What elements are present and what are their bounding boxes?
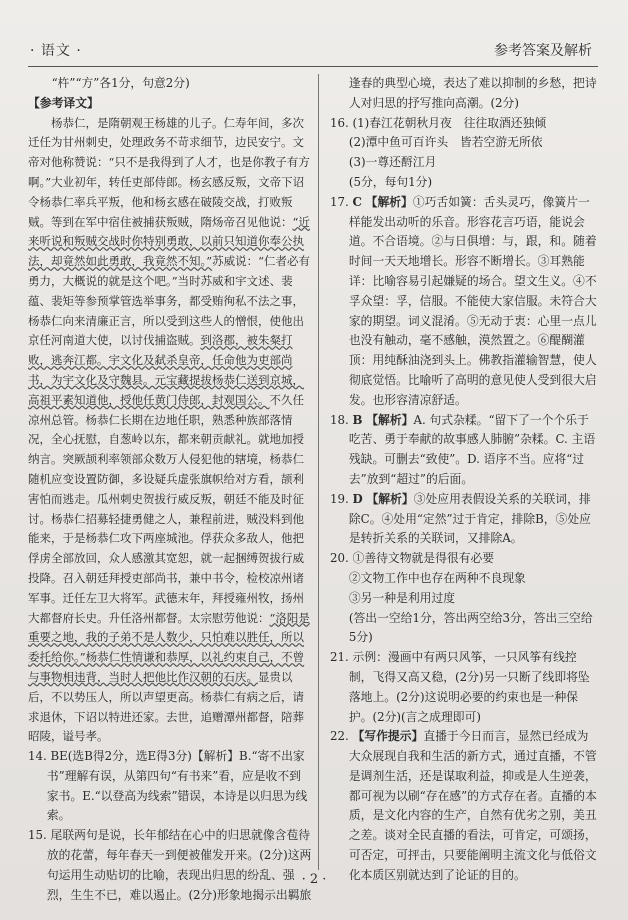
answer-20 — [330, 549, 600, 569]
answer-15-number: 15. — [28, 828, 47, 843]
column-divider — [318, 74, 319, 870]
answer-16-line-1: (1)春江花朝秋月夜 往往取酒还独倾 — [352, 115, 547, 130]
translation-part-a: 杨恭仁，是隋朝观王杨雄的儿子。仁寿年间，多次迁任为甘州刺史，处理政务不苛求细节，边民安宁。文帝对他称赞说： — [28, 115, 304, 170]
answer-14 — [28, 747, 312, 826]
answer-15-text: 尾联两句是说，长年郁结在心中的归思就像含苞待放的花蕾，每年春天一到便被催发开来。(2分)这两句运用生动贴切的比喻，表现出归思的纷乱、强烈，生生不已，难以遏止。(2分)形象地揭示出羁旅 — [46, 828, 312, 902]
answer-16-line-2: (2)潭中鱼可百许头 皆若空游无所依 — [348, 135, 543, 150]
translation-part-b: “只不是我得到了人才，也是你教子有方啊。”大业初年，转任吏部侍郎。杨玄感反叛，文帝下诏令杨恭仁率兵平叛，他和杨玄感在破陵交战，打败叛贼。 — [28, 155, 310, 229]
translation-underline-2: 到洛郡，被朱粲打败，逃奔江都。宇文化及弑杀皇帝，任命他为吏部尚书，为宇文化及守魏县。元宝藏提拔杨恭仁送到京城，高祖平素知道他，授他任黄门侍郎，封观国公。 — [28, 333, 304, 407]
answer-17-number: 17. — [330, 194, 349, 209]
answer-16 — [330, 114, 600, 134]
answer-19 — [330, 490, 600, 549]
answer-18-number: 18. — [330, 412, 349, 427]
answer-15-continued: 逢春的典型心境，表达了难以抑制的乡愁，把诗人对归思的抒写推向高潮。(2分) — [348, 76, 597, 110]
answer-18-text: A. 句式杂糅。“留下了一个个乐于吃苦、勇于奉献的故事感人肺腑”杂糅。C. 主语残缺。可删去“致使”。D. 语序不当。应将“过去”放到“超过”的后面。 — [348, 412, 596, 486]
answer-18-choice: B — [352, 412, 363, 427]
page-number: · 2 · — [301, 872, 327, 887]
answer-21 — [330, 648, 600, 727]
answer-22-text: 直播于今日而言，显然已经成为大众展现自我和生活的新方式，通过直播，不管是调剂生活，还是谋取利益，抑或是人生逆袭，都可视为以刷“存在感”的方式存在者。直播的本质，是文化内容的生产，自然有优劣之别，美丑之差。谈对全民直播的看法，可肯定，可颂扬，可否定，可抨击，只要能阐明主流文化与低俗文化本质区别就达到了论证的目的。 — [348, 729, 597, 882]
answer-17-label: 【解析】 — [365, 194, 413, 209]
answer-19-label: 【解析】 — [366, 491, 414, 506]
translation-text — [28, 114, 312, 748]
answer-16-line-3: (3)一尊还酹江月 — [348, 155, 437, 170]
answer-20-line-3: ③另一种是利用过度 — [348, 590, 456, 605]
answer-20-scoring: (答出一空给1分，答出两空给3分，答出三空给5分) — [348, 610, 593, 645]
answer-16-scoring: (5分，每句1分) — [348, 174, 433, 189]
answer-21-number: 21. — [330, 650, 349, 665]
answer-20-line-2: ②文物工作中也存在两种不良现象 — [348, 570, 526, 585]
translation-part-e: 不久任凉州总管。杨恭仁长期在边地任职，熟悉种族部落情况，全心抚慰，自葱岭以东，都来朝贡献礼。就地加授纳言。突厥颉利率领部众数万人侵犯他的辖境，杨恭仁随机应变设置防御，多设疑兵虚张旗帜给对方看，颉利害怕而逃走。瓜州刺史贺拔行威反叛，朝廷不能及时征讨。杨恭仁招募轻捷勇健之人，兼程前进，贼没料到他能来，于是杨恭仁攻下两座城池。俘获众多敌人，他把俘虏全部放回，众人感激其宽恕，就一起捆缚贺拔行威投降。召入朝廷拜授吏部尚书，兼中书令，检校凉州诸军事。迁任左卫大将军。武德末年，拜授雍州牧，扬州大都督府长史。升任洛州都督。太宗慰劳他说： — [28, 392, 304, 625]
answer-20-number: 20. — [330, 551, 349, 566]
reference-translation-heading: 【参考译文】 — [28, 95, 99, 110]
answer-22 — [330, 727, 600, 885]
answer-20-line-1: ①善待文物就是得很有必要 — [352, 551, 495, 566]
translation-underline-3: “洛阳是重要之地，我的子弟不是人数少，只怕难以胜任，所以委托给你。”杨恭仁性情谦和恭厚，以礼约束自己，不曾与事物相违背，当时人把他比作汉朝的石庆。 — [28, 610, 310, 684]
answer-19-text: ③处应用表假设关系的关联词，排除C。④处用“定然”过于肯定，排除B，⑤处应是转折关系的关联词，又排除A。 — [348, 491, 591, 546]
q13-tail: “杵”“方”各1分，句意2分) — [51, 76, 190, 90]
answer-22-number: 22. — [330, 729, 349, 744]
answer-21-text: 示例：漫画中有两只风筝，一只风筝有线控制，飞得又高又稳，(2分)另一只断了线即将坠落地上。(2分)这说明必要的约束也是一种保护。(2分)(言之成理即可) — [348, 650, 590, 724]
answer-17-text: ①巧舌如簧：舌头灵巧，像簧片一样能发出动听的乐音。形容花言巧语，能说会道。不合语境。②与日俱增：与，跟，和。随着时间一天天地增长。形容不断增长。③耳熟能详：比喻容易引起嫌疑的场合。望文生义。④不孚众望：孚，信服。不能使大家信服。未符合大家的期望。词义混淆。⑤无动于衷：心里一点儿也没有触动，毫不感触，漠然置之。⑥醍醐灌顶：用纯酥油浇到头上。佛教指灌输智慧，使人彻底觉悟。比喻听了高明的意见使人受到很大启发。也形容清凉舒适。 — [348, 194, 597, 407]
answer-16-number: 16. — [330, 115, 349, 130]
section-header: 参考答案及解析 — [494, 43, 592, 59]
subject-header: · 语文 · — [30, 43, 82, 59]
answer-15 — [28, 826, 312, 905]
answer-17-choice: C — [352, 194, 362, 209]
translation-underline-1: “近来听说和叛贼交战时你特别勇敢，以前只知道你奉公执法，却竟然如此勇敢，我竟然不知。” — [28, 214, 310, 269]
answer-18 — [330, 411, 600, 490]
answer-14-text: BE(选B得2分，选E得3分)【解析】B.“寄不出家书”理解有误，从第四句“有书来”看，应是收不到家书。E.“以登高为线索”错误，本诗是以归思为线索。 — [46, 749, 308, 823]
answer-19-choice: D — [352, 491, 363, 506]
left-column — [28, 74, 312, 905]
translation-part-c: 等到在军中宿住被捕获叛贼，隋炀帝召见他说： — [51, 214, 293, 229]
answer-14-number: 14. — [28, 749, 47, 764]
answer-19-number: 19. — [330, 491, 349, 506]
header-rule — [28, 66, 598, 67]
answer-17 — [330, 193, 600, 411]
right-column — [330, 74, 600, 886]
answer-18-label: 【解析】 — [366, 412, 414, 427]
answer-22-label: 【写作提示】 — [352, 729, 424, 744]
translation-part-f: 显贵以后，不以势压人，所以声望更高。杨恭仁有病之后，请求退休，下诏以特进还家。去世，追赠潭州都督，陪葬昭陵，谥号孝。 — [28, 669, 304, 744]
translation-part-d: 苏威说：“仁者必有勇力，大概说的就是这个吧。”当时苏威和宇文述、裴蕴、裴矩等参预掌管选举事务，都受贿徇私不法之事，杨恭仁向来清廉正言，所以受到这些人的憎恨，使他出京任河南道大使，以讨伐捕盗贼。 — [28, 254, 311, 348]
